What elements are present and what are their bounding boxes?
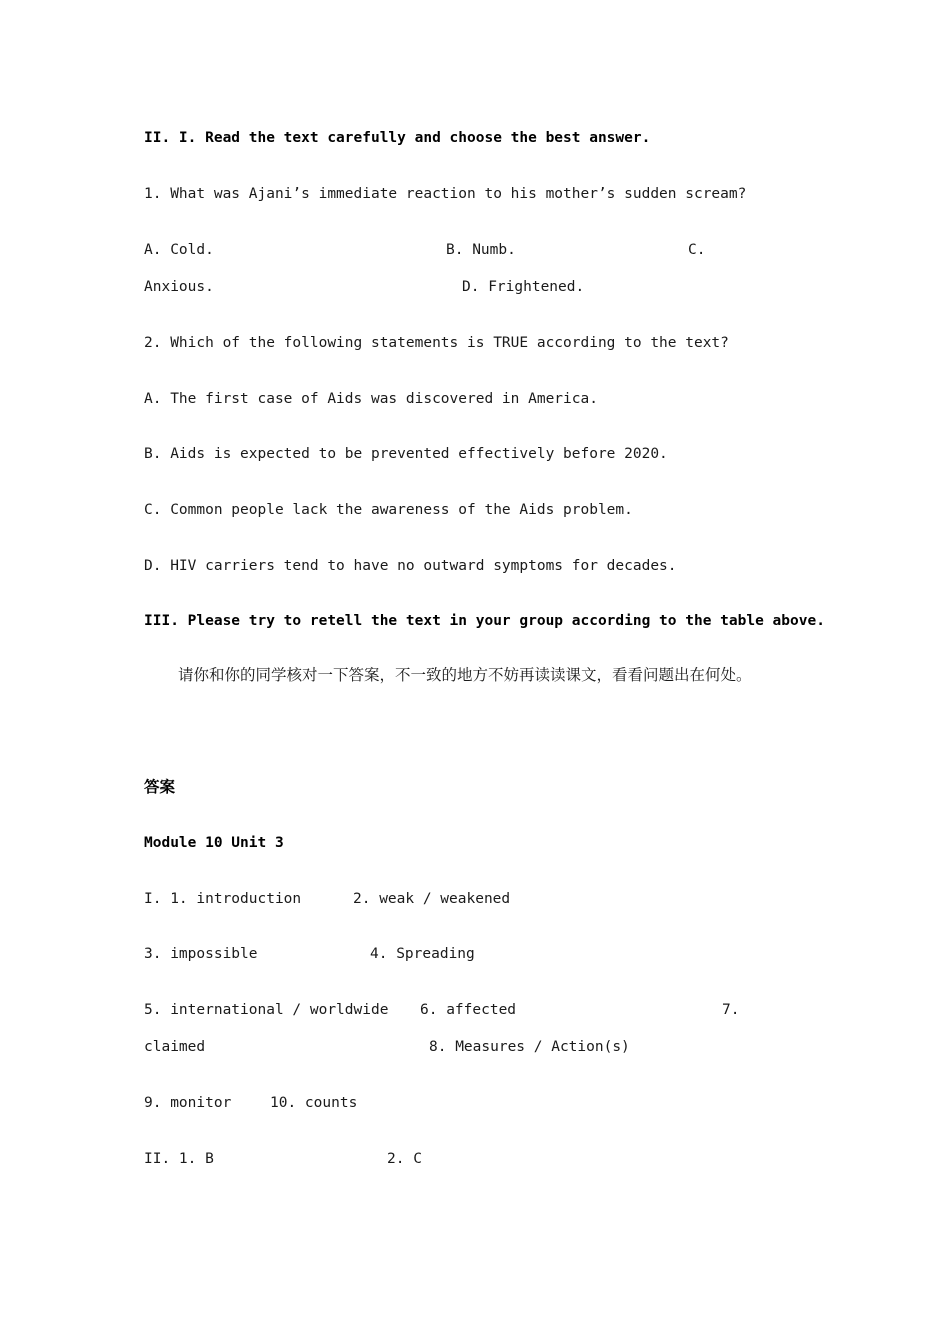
answer-7-marker: 7. [722, 1002, 740, 1018]
q2-option-a: A. The first case of Aids was discovered in America. [144, 391, 598, 407]
answer-10: 10. counts [270, 1095, 358, 1111]
answer-9: 9. monitor [144, 1095, 232, 1111]
section-3-heading: III. Please try to retell the text in your group according to the table above. [144, 613, 825, 629]
q1-option-b: B. Numb. [446, 242, 516, 258]
q2-option-b: B. Aids is expected to be prevented effectively before 2020. [144, 446, 668, 462]
answers-title: 答案 [144, 778, 176, 796]
answer-1: I. 1. introduction [144, 891, 302, 907]
answer-5: 5. international / worldwide [144, 1002, 389, 1018]
q1-option-c-marker: C. [688, 242, 706, 258]
answers-module-title: Module 10 Unit 3 [144, 835, 284, 851]
answer-part2-2: 2. C [387, 1151, 422, 1167]
section-3-note: 请你和你的同学核对一下答案，不一致的地方不妨再读读课文，看看问题出在何处。 [178, 666, 752, 684]
question-2-text: 2. Which of the following statements is TRUE according to the text? [144, 335, 729, 351]
answer-part2-1: II. 1. B [144, 1151, 214, 1167]
question-1-text: 1. What was Ajani’s immediate reaction to his mother’s sudden scream? [144, 186, 747, 202]
answer-6: 6. affected [420, 1002, 517, 1018]
answer-4: 4. Spreading [370, 946, 475, 962]
answer-3: 3. impossible [144, 946, 258, 962]
q2-option-c: C. Common people lack the awareness of the Aids problem. [144, 502, 633, 518]
q1-option-d: D. Frightened. [462, 279, 585, 295]
q2-option-d: D. HIV carriers tend to have no outward symptoms for decades. [144, 558, 677, 574]
q1-option-a: A. Cold. [144, 242, 214, 258]
section-2-heading: II. I. Read the text carefully and choose the best answer. [144, 130, 651, 146]
answer-7-text: claimed [144, 1039, 206, 1055]
answer-2: 2. weak / weakened [353, 891, 511, 907]
answer-8: 8. Measures / Action(s) [429, 1039, 630, 1055]
q1-option-c-text: Anxious. [144, 279, 214, 295]
